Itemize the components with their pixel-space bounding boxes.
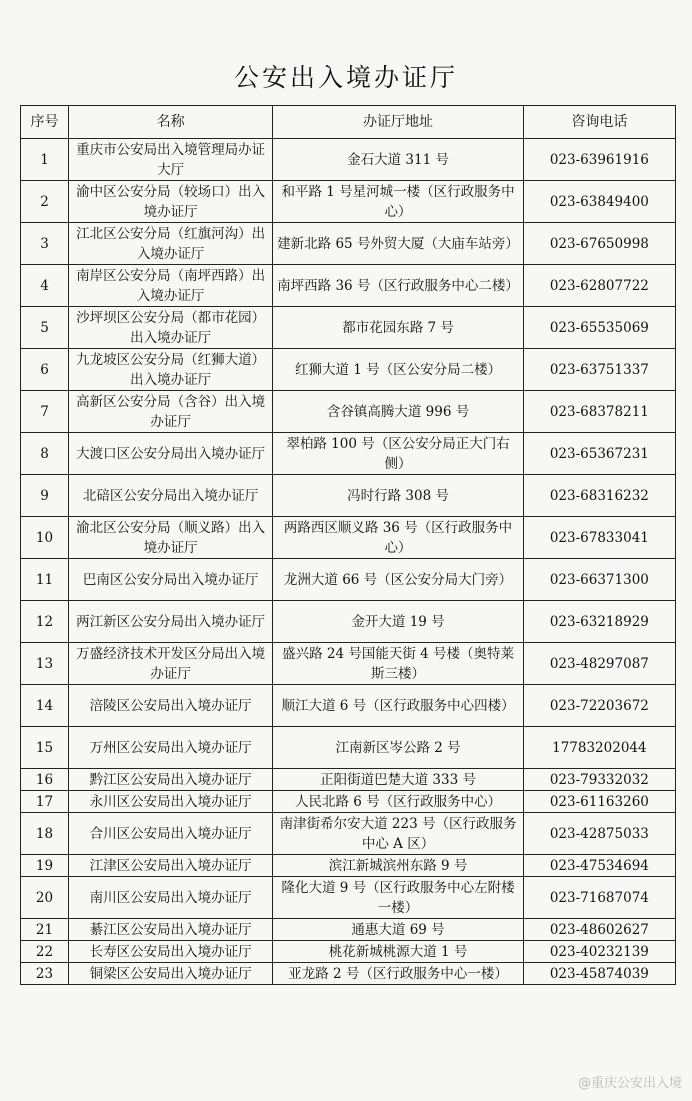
row-number: 1 — [21, 139, 69, 181]
table-row — [21, 727, 676, 769]
office-address: 金石大道 311 号 — [273, 139, 523, 181]
office-phone: 023-63961916 — [523, 139, 675, 181]
table-row — [21, 643, 676, 685]
office-phone: 023-45874039 — [523, 963, 675, 985]
office-phone: 023-62807722 — [523, 265, 675, 307]
row-number: 16 — [21, 769, 69, 791]
office-address: 含谷镇高腾大道 996 号 — [273, 391, 523, 433]
office-address: 亚龙路 2 号（区行政服务中心一楼） — [273, 963, 523, 985]
office-name: 铜梁区公安局出入境办证厅 — [68, 963, 272, 985]
office-address: 都市花园东路 7 号 — [273, 307, 523, 349]
office-name: 江北区公安分局（红旗河沟）出入境办证厅 — [68, 223, 272, 265]
office-table — [20, 105, 676, 985]
office-phone: 023-71687074 — [523, 877, 675, 919]
office-name: 黔江区公安局出入境办证厅 — [68, 769, 272, 791]
office-address: 翠柏路 100 号（区公安分局正大门右侧） — [273, 433, 523, 475]
row-number: 21 — [21, 919, 69, 941]
office-address: 顺江大道 6 号（区行政服务中心四楼） — [273, 685, 523, 727]
office-phone: 023-67833041 — [523, 517, 675, 559]
office-name: 北碚区公安分局出入境办证厅 — [68, 475, 272, 517]
table-row — [21, 813, 676, 855]
office-address: 滨江新城滨州东路 9 号 — [273, 855, 523, 877]
office-address: 人民北路 6 号（区行政服务中心） — [273, 791, 523, 813]
office-name: 永川区公安局出入境办证厅 — [68, 791, 272, 813]
office-name: 江津区公安局出入境办证厅 — [68, 855, 272, 877]
page-title: 公安出入境办证厅 — [233, 63, 458, 92]
table-body — [21, 139, 676, 985]
row-number: 5 — [21, 307, 69, 349]
office-phone: 023-63218929 — [523, 601, 675, 643]
office-phone: 023-72203672 — [523, 685, 675, 727]
header-name: 名称 — [68, 106, 272, 139]
office-address: 正阳街道巴楚大道 333 号 — [273, 769, 523, 791]
office-name: 合川区公安局出入境办证厅 — [68, 813, 272, 855]
office-name: 万州区公安局出入境办证厅 — [68, 727, 272, 769]
header-no: 序号 — [21, 106, 69, 139]
office-address: 南坪西路 36 号（区行政服务中心二楼） — [273, 265, 523, 307]
office-name: 九龙坡区公安分局（红狮大道）出入境办证厅 — [68, 349, 272, 391]
row-number: 10 — [21, 517, 69, 559]
table-row — [21, 391, 676, 433]
office-name: 高新区公安分局（含谷）出入境办证厅 — [68, 391, 272, 433]
table-row — [21, 941, 676, 963]
office-address: 江南新区岑公路 2 号 — [273, 727, 523, 769]
table-row — [21, 601, 676, 643]
office-name: 万盛经济技术开发区分局出入境办证厅 — [68, 643, 272, 685]
office-address: 金开大道 19 号 — [273, 601, 523, 643]
office-phone: 17783202044 — [523, 727, 675, 769]
office-phone: 023-42875033 — [523, 813, 675, 855]
table-row — [21, 223, 676, 265]
office-phone: 023-48602627 — [523, 919, 675, 941]
table-row — [21, 517, 676, 559]
table-row — [21, 265, 676, 307]
header-address: 办证厅地址 — [273, 106, 523, 139]
row-number: 8 — [21, 433, 69, 475]
table-row — [21, 349, 676, 391]
table-row — [21, 433, 676, 475]
office-phone: 023-40232139 — [523, 941, 675, 963]
office-name: 涪陵区公安局出入境办证厅 — [68, 685, 272, 727]
office-phone: 023-66371300 — [523, 559, 675, 601]
office-address: 红狮大道 1 号（区公安分局二楼） — [273, 349, 523, 391]
office-name: 南岸区公安分局（南坪西路）出入境办证厅 — [68, 265, 272, 307]
office-name: 渝中区公安分局（较场口）出入境办证厅 — [68, 181, 272, 223]
table-row — [21, 181, 676, 223]
row-number: 9 — [21, 475, 69, 517]
table-row — [21, 139, 676, 181]
row-number: 6 — [21, 349, 69, 391]
office-name: 重庆市公安局出入境管理局办证大厅 — [68, 139, 272, 181]
office-phone: 023-61163260 — [523, 791, 675, 813]
row-number: 2 — [21, 181, 69, 223]
office-name: 两江新区公安分局出入境办证厅 — [68, 601, 272, 643]
table-row — [21, 855, 676, 877]
row-number: 12 — [21, 601, 69, 643]
office-phone: 023-68316232 — [523, 475, 675, 517]
row-number: 15 — [21, 727, 69, 769]
office-address: 龙洲大道 66 号（区公安分局大门旁） — [273, 559, 523, 601]
header-phone: 咨询电话 — [523, 106, 675, 139]
watermark: @重庆公安出入境 — [577, 1076, 682, 1091]
row-number: 7 — [21, 391, 69, 433]
office-name: 大渡口区公安分局出入境办证厅 — [68, 433, 272, 475]
office-address: 两路西区顺义路 36 号（区行政服务中心） — [273, 517, 523, 559]
office-phone: 023-63751337 — [523, 349, 675, 391]
table-row — [21, 919, 676, 941]
office-name: 沙坪坝区公安分局（都市花园）出入境办证厅 — [68, 307, 272, 349]
office-phone: 023-65535069 — [523, 307, 675, 349]
table-row — [21, 307, 676, 349]
office-phone: 023-67650998 — [523, 223, 675, 265]
row-number: 18 — [21, 813, 69, 855]
office-address: 桃花新城桃源大道 1 号 — [273, 941, 523, 963]
office-address: 和平路 1 号星河城一楼（区行政服务中心） — [273, 181, 523, 223]
table-row — [21, 877, 676, 919]
office-phone: 023-68378211 — [523, 391, 675, 433]
table-row — [21, 769, 676, 791]
office-address: 冯时行路 308 号 — [273, 475, 523, 517]
office-address: 建新北路 65 号外贸大厦（大庙车站旁） — [273, 223, 523, 265]
office-name: 綦江区公安局出入境办证厅 — [68, 919, 272, 941]
office-name: 南川区公安局出入境办证厅 — [68, 877, 272, 919]
row-number: 4 — [21, 265, 69, 307]
row-number: 11 — [21, 559, 69, 601]
row-number: 20 — [21, 877, 69, 919]
row-number: 17 — [21, 791, 69, 813]
office-phone: 023-65367231 — [523, 433, 675, 475]
row-number: 14 — [21, 685, 69, 727]
office-address: 隆化大道 9 号（区行政服务中心左附楼一楼） — [273, 877, 523, 919]
row-number: 23 — [21, 963, 69, 985]
row-number: 3 — [21, 223, 69, 265]
table-row — [21, 559, 676, 601]
row-number: 22 — [21, 941, 69, 963]
table-row — [21, 475, 676, 517]
table-row — [21, 963, 676, 985]
office-phone: 023-48297087 — [523, 643, 675, 685]
office-address: 通惠大道 69 号 — [273, 919, 523, 941]
office-phone: 023-79332032 — [523, 769, 675, 791]
office-name: 长寿区公安局出入境办证厅 — [68, 941, 272, 963]
office-address: 盛兴路 24 号国能天街 4 号楼（奥特莱斯三楼） — [273, 643, 523, 685]
table-header-row — [21, 106, 676, 139]
row-number: 13 — [21, 643, 69, 685]
office-name: 巴南区公安分局出入境办证厅 — [68, 559, 272, 601]
office-phone: 023-63849400 — [523, 181, 675, 223]
table-row — [21, 791, 676, 813]
office-name: 渝北区公安分局（顺义路）出入境办证厅 — [68, 517, 272, 559]
table-row — [21, 685, 676, 727]
office-address: 南津街希尔安大道 223 号（区行政服务中心 A 区） — [273, 813, 523, 855]
office-phone: 023-47534694 — [523, 855, 675, 877]
row-number: 19 — [21, 855, 69, 877]
